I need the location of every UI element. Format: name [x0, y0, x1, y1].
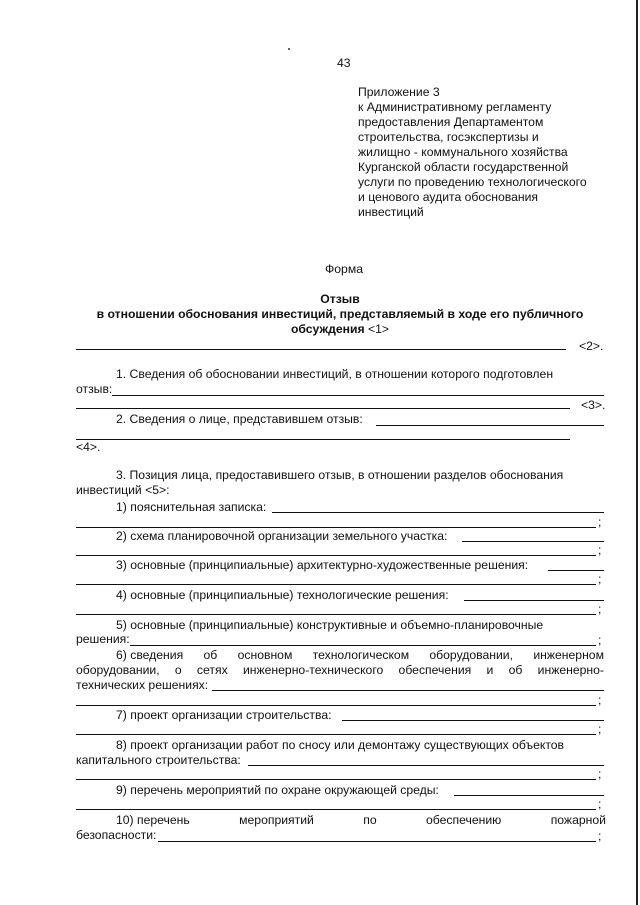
fill-line[interactable] [76, 705, 596, 706]
appendix-line: жилищно - коммунального хозяйства [358, 145, 568, 159]
item-8-label: 8) проект организации работ по сносу или демонтажу существующих объектов [116, 738, 565, 752]
fill-line[interactable] [548, 570, 604, 571]
item-9-label: 9) перечень мероприятий по охране окружающей среды: [116, 783, 439, 797]
fill-line[interactable] [76, 584, 596, 585]
fill-line[interactable] [130, 645, 596, 646]
section3-line1: 3. Позиция лица, предоставившего отзыв, в отношении разделов обоснования [116, 468, 564, 482]
fill-line[interactable] [248, 765, 604, 766]
fill-line[interactable] [76, 555, 596, 556]
item-8-label-cont: капитального строительства: [76, 753, 241, 767]
item-4-label: 4) основные (принципиальные) технологические решения: [116, 588, 449, 602]
fill-line[interactable] [454, 795, 604, 796]
fill-line[interactable] [76, 439, 570, 440]
section3-line2: инвестиций <5>: [76, 483, 170, 497]
fill-line[interactable] [76, 779, 596, 780]
semicolon: ; [598, 829, 602, 843]
semicolon: ; [598, 633, 602, 647]
fill-line[interactable] [76, 614, 596, 615]
fill-line[interactable] [76, 809, 596, 810]
fill-line[interactable] [112, 395, 604, 396]
fill-line[interactable] [212, 690, 604, 691]
fill-line[interactable] [76, 527, 596, 528]
item-6-line1: 6) сведения об основном технологическом оборудовании, инженерном [116, 648, 604, 662]
footnote-ref-4: <4>. [76, 440, 101, 454]
fill-line[interactable] [158, 841, 596, 842]
section1-text: 1. Сведения об обосновании инвестиций, в отношении которого подготовлен [116, 367, 554, 381]
appendix-line: Курганской области государственной [358, 160, 569, 174]
page-number: 43 [337, 56, 351, 70]
appendix-line: и ценового аудита обоснования [358, 190, 539, 204]
appendix-line: к Административному регламенту [358, 100, 552, 114]
scan-speck [288, 48, 290, 50]
appendix-line: строительства, госэкспертизы и [358, 130, 539, 144]
semicolon: ; [598, 693, 602, 707]
appendix-line: Приложение 3 [358, 85, 440, 99]
fill-line[interactable] [342, 720, 604, 721]
fill-line[interactable] [76, 734, 596, 735]
item-5-label-cont: решения: [76, 632, 130, 646]
scan-edge [636, 0, 638, 905]
footnote-ref-2: <2>. [579, 339, 604, 353]
item-10-line2: безопасности: [76, 828, 157, 842]
item-10-line1: 10) перечень мероприятий по обеспечению пожарной [116, 813, 606, 827]
footnote-ref-3: <3>. [581, 398, 606, 412]
item-6-line3: технических решениях: [76, 678, 209, 692]
item-6-line2: оборудовании, о сетях инженерно-технического обеспечения и об инженерно- [76, 663, 604, 677]
semicolon: ; [598, 602, 602, 616]
semicolon: ; [598, 572, 602, 586]
appendix-line: предоставления Департаментом [358, 115, 544, 129]
section2-text: 2. Сведения о лице, представившем отзыв: [116, 412, 363, 426]
item-2-label: 2) схема планировочной организации земельного участка: [116, 529, 448, 543]
title-subtitle: в отношении обоснования инвестиций, представляемый в ходе его публичного [96, 307, 584, 321]
title-main: Отзыв [320, 292, 360, 306]
fill-line[interactable] [76, 408, 570, 409]
semicolon: ; [598, 767, 602, 781]
semicolon: ; [598, 722, 602, 736]
fill-line[interactable] [272, 512, 604, 513]
appendix-line: услуги по проведению технологического [358, 175, 587, 189]
appendix-line: инвестиций [358, 205, 424, 219]
semicolon: ; [598, 515, 602, 529]
fill-line[interactable] [76, 349, 566, 350]
semicolon: ; [598, 797, 602, 811]
item-3-label: 3) основные (принципиальные) архитектурно-художественные решения: [116, 558, 529, 572]
fill-line[interactable] [462, 541, 604, 542]
item-5-label: 5) основные (принципиальные) конструктивные и объемно-планировочные [116, 618, 544, 632]
title-subtitle-cont: обсуждения [290, 322, 365, 336]
section1-cont: отзыв: [76, 382, 113, 396]
semicolon: ; [598, 543, 602, 557]
form-label: Форма [325, 262, 363, 276]
item-7-label: 7) проект организации строительства: [116, 708, 332, 722]
item-1-label: 1) пояснительная записка: [116, 500, 267, 514]
footnote-ref-1: <1> [368, 322, 390, 336]
fill-line[interactable] [464, 600, 604, 601]
fill-line[interactable] [376, 425, 604, 426]
